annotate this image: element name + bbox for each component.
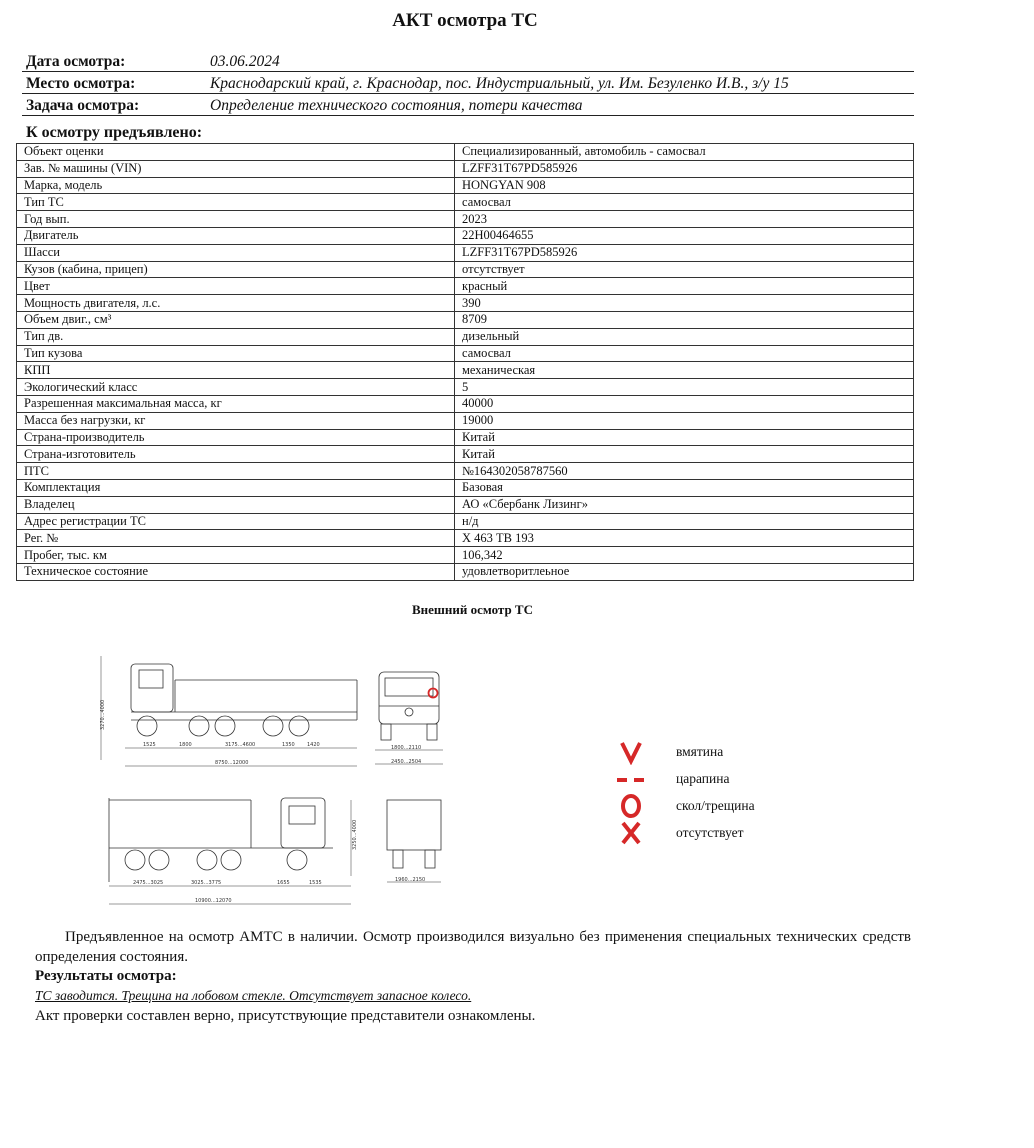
closing-statement: Акт проверки составлен верно, присутствующие представители ознакомлены.: [35, 1008, 536, 1024]
spec-value-cell: Специализированный, автомобиль - самосвал: [455, 144, 914, 161]
spec-label-cell: Страна-производитель: [17, 429, 455, 446]
dent-v-icon: [614, 738, 658, 765]
dim-r1: 2475...3025: [133, 880, 164, 886]
meta-value: Краснодарский край, г. Краснодар, пос. Индустриальный, ул. Им. Безуленко И.В., з/у 15: [210, 75, 789, 92]
table-row: [17, 244, 914, 261]
spec-value-cell: 19000: [455, 412, 914, 429]
meta-row-date: [22, 50, 914, 72]
table-row: [17, 211, 914, 228]
spec-value-cell: 40000: [455, 395, 914, 412]
table-row: [17, 144, 914, 161]
damage-legend: [614, 738, 834, 846]
document-title: АКТ осмотра ТС: [392, 10, 538, 31]
dim-front2: 2450...2504: [391, 759, 422, 765]
table-row: [17, 412, 914, 429]
inspection-paragraph: Предъявленное на осмотр АМТС в наличии. Осмотр производился визуально без применения специальных технических средств определения состояния.: [35, 929, 911, 965]
truck-side-view-2: [109, 798, 358, 904]
spec-label-cell: Техническое состояние: [17, 563, 455, 580]
dim-front1: 1800...2110: [391, 745, 422, 751]
spec-label-cell: ПТС: [17, 463, 455, 480]
truck-drawings: [95, 650, 475, 912]
spec-label-cell: Марка, модель: [17, 177, 455, 194]
dim-height-side: 3270...4000: [100, 699, 106, 730]
table-row: [17, 278, 914, 295]
truck-rear-view: [387, 800, 441, 883]
spec-label-cell: Тип дв.: [17, 328, 455, 345]
meta-label: Задача осмотра:: [26, 97, 140, 114]
spec-value-cell: дизельный: [455, 328, 914, 345]
table-row: [17, 479, 914, 496]
table-row: [17, 379, 914, 396]
legend-item-dent: [614, 738, 834, 765]
spec-value-cell: 390: [455, 295, 914, 312]
meta-block: [22, 50, 914, 116]
results-title: Результаты осмотра:: [35, 968, 177, 984]
table-row: [17, 395, 914, 412]
table-row: [17, 345, 914, 362]
table-row: [17, 463, 914, 480]
scratch-dash-icon: [614, 765, 658, 792]
spec-value-cell: №164302058787560: [455, 463, 914, 480]
legend-label: вмятина: [676, 743, 724, 759]
spec-label-cell: КПП: [17, 362, 455, 379]
spec-label-cell: Год вып.: [17, 211, 455, 228]
spec-value-cell: отсутствует: [455, 261, 914, 278]
spec-value-cell: АО «Сбербанк Лизинг»: [455, 496, 914, 513]
table-row: [17, 311, 914, 328]
dim-w4: 1350: [282, 742, 295, 748]
spec-label-cell: Разрешенная максимальная масса, кг: [17, 395, 455, 412]
legend-label: отсутствует: [676, 824, 744, 840]
spec-value-cell: самосвал: [455, 345, 914, 362]
spec-label-cell: Владелец: [17, 496, 455, 513]
table-row: [17, 362, 914, 379]
legend-item-missing: [614, 819, 834, 846]
missing-x-icon: [614, 819, 658, 846]
spec-value-cell: LZFF31T67PD585926: [455, 160, 914, 177]
table-row: [17, 547, 914, 564]
spec-label-cell: Мощность двигателя, л.с.: [17, 295, 455, 312]
dim-w2: 1800: [179, 742, 192, 748]
spec-label-cell: Объект оценки: [17, 144, 455, 161]
dim-height-rear: 3250...4000: [352, 819, 358, 850]
spec-label-cell: Комплектация: [17, 479, 455, 496]
dim-overall: 8750...12000: [215, 760, 249, 766]
dim-w3: 3175...4600: [225, 742, 256, 748]
table-row: [17, 261, 914, 278]
meta-value: 03.06.2024: [210, 53, 280, 70]
legend-item-scratch: [614, 765, 834, 792]
spec-label-cell: Кузов (кабина, прицеп): [17, 261, 455, 278]
table-row: [17, 194, 914, 211]
spec-label-cell: Экологический класс: [17, 379, 455, 396]
table-row: [17, 160, 914, 177]
dim-r3: 1655: [277, 880, 290, 886]
meta-row-place: [22, 72, 914, 94]
truck-schematic-svg: [95, 650, 475, 912]
spec-label-cell: Масса без нагрузки, кг: [17, 412, 455, 429]
external-inspection-title: Внешний осмотр ТС: [412, 602, 533, 617]
spec-value-cell: Х 463 ТВ 193: [455, 530, 914, 547]
spec-value-cell: Китай: [455, 446, 914, 463]
table-row: [17, 227, 914, 244]
spec-label-cell: Шасси: [17, 244, 455, 261]
spec-label-cell: Рег. №: [17, 530, 455, 547]
results-text: ТС заводится. Трещина на лобовом стекле. Отсутствует запасное колесо.: [35, 988, 472, 1003]
spec-label-cell: Двигатель: [17, 227, 455, 244]
dim-r2: 3025...3775: [191, 880, 222, 886]
spec-label-cell: Страна-изготовитель: [17, 446, 455, 463]
spec-value-cell: н/д: [455, 513, 914, 530]
meta-label: Место осмотра:: [26, 75, 136, 92]
meta-value: Определение технического состояния, потери качества: [210, 97, 583, 114]
legend-label: скол/трещина: [676, 797, 755, 813]
table-row: [17, 530, 914, 547]
spec-label-cell: Цвет: [17, 278, 455, 295]
table-row: [17, 496, 914, 513]
table-row: [17, 563, 914, 580]
spec-value-cell: 2023: [455, 211, 914, 228]
spec-value-cell: HONGYAN 908: [455, 177, 914, 194]
spec-label-cell: Тип кузова: [17, 345, 455, 362]
legend-item-chip: [614, 792, 834, 819]
table-row: [17, 429, 914, 446]
spec-value-cell: 8709: [455, 311, 914, 328]
dim-w1: 1525: [143, 742, 156, 748]
spec-value-cell: 5: [455, 379, 914, 396]
table-row: [17, 295, 914, 312]
spec-value-cell: удовлетворитлеьное: [455, 563, 914, 580]
legend-label: царапина: [676, 770, 730, 786]
spec-value-cell: красный: [455, 278, 914, 295]
spec-value-cell: механическая: [455, 362, 914, 379]
table-row: [17, 328, 914, 345]
meta-row-task: [22, 94, 914, 116]
spec-value-cell: LZFF31T67PD585926: [455, 244, 914, 261]
table-row: [17, 446, 914, 463]
chip-o-icon: [614, 792, 658, 819]
spec-value-cell: Базовая: [455, 479, 914, 496]
dim-r4: 1535: [309, 880, 322, 886]
spec-value-cell: Китай: [455, 429, 914, 446]
dim-overall2: 10900...12070: [195, 898, 232, 904]
specs-table: [16, 143, 914, 581]
spec-label-cell: Тип ТС: [17, 194, 455, 211]
spec-value-cell: 106,342: [455, 547, 914, 564]
section-title: К осмотру предъявлено:: [26, 124, 203, 141]
spec-value-cell: 22H00464655: [455, 227, 914, 244]
dim-w5: 1420: [307, 742, 320, 748]
table-row: [17, 513, 914, 530]
spec-label-cell: Адрес регистрации ТС: [17, 513, 455, 530]
truck-front-view: [375, 672, 443, 765]
table-row: [17, 177, 914, 194]
spec-label-cell: Пробег, тыс. км: [17, 547, 455, 564]
truck-side-view: [100, 656, 357, 766]
spec-label-cell: Зав. № машины (VIN): [17, 160, 455, 177]
dim-rear-w: 1960...2150: [395, 877, 426, 883]
spec-value-cell: самосвал: [455, 194, 914, 211]
meta-label: Дата осмотра:: [26, 53, 126, 70]
spec-label-cell: Объем двиг., см³: [17, 311, 455, 328]
